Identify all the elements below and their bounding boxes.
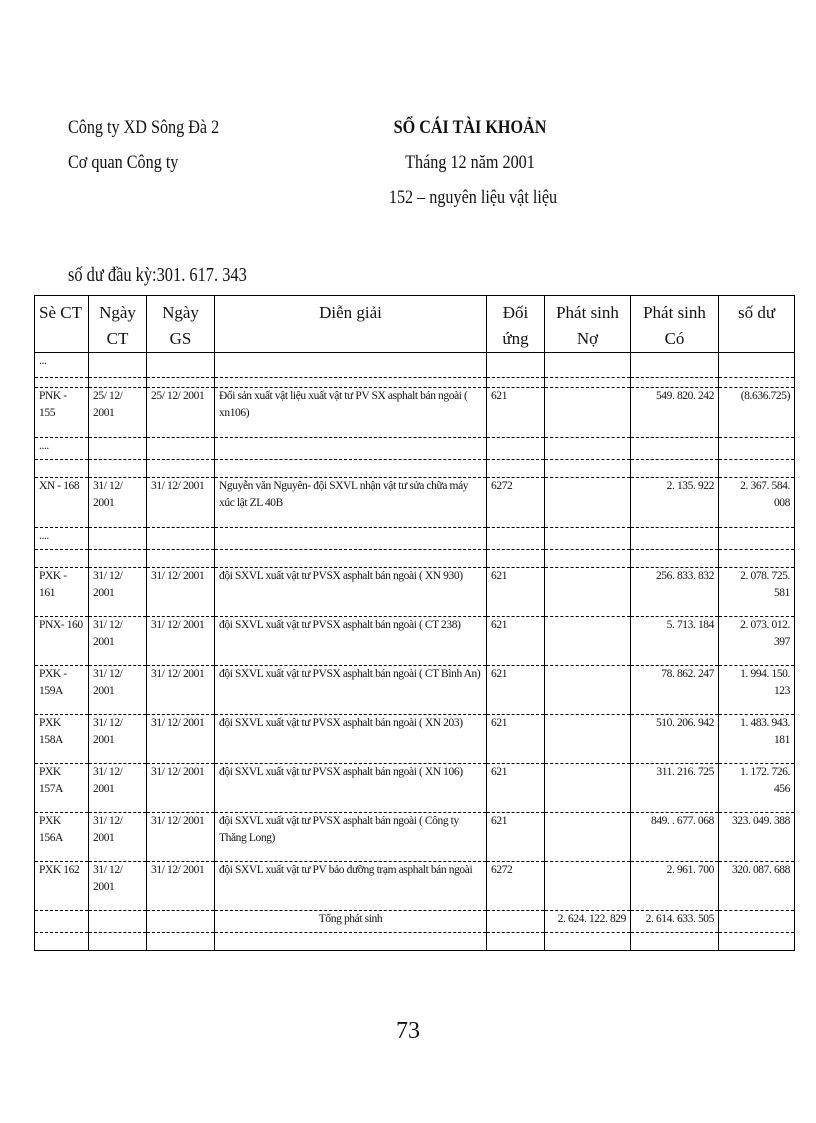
totals-credit: 2. 614. 633. 505 [631, 911, 719, 933]
cell-debit [545, 478, 631, 528]
cell-debit [545, 764, 631, 813]
cell-contra-account: 621 [487, 715, 545, 764]
cell-debit [545, 666, 631, 715]
table-row [35, 666, 795, 715]
cell-contra-account: 621 [487, 764, 545, 813]
ellipsis-text: ... [35, 353, 89, 378]
cell-doc-no: XN - 168 [35, 478, 89, 528]
table-row [35, 388, 795, 438]
cell-doc-no: PXK 156A [35, 813, 89, 862]
table-row [35, 862, 795, 911]
cell-balance: 320. 087. 688 [719, 862, 795, 911]
cell-doc-no: PXK - 161 [35, 568, 89, 617]
cell-balance: 323. 049. 388 [719, 813, 795, 862]
cell-credit: 2. 135. 922 [631, 478, 719, 528]
cell-post-date: 25/ 12/ 2001 [147, 388, 215, 438]
cell-description: đội SXVL xuất vật tư PV bảo dưỡng trạm asphalt bán ngoài [215, 862, 487, 911]
spacer-row [35, 933, 795, 951]
cell-credit: 549. 820. 242 [631, 388, 719, 438]
ellipsis-row [35, 353, 795, 378]
cell-balance: 1. 172. 726. 456 [719, 764, 795, 813]
cell-doc-date: 31/ 12/ 2001 [89, 666, 147, 715]
table-header-row [35, 296, 795, 353]
header-credit: Phát sinh Có [631, 296, 719, 353]
spacer-row [35, 550, 795, 568]
company-unit: Cơ quan Công ty [68, 152, 179, 173]
cell-doc-no: PXK - 159A [35, 666, 89, 715]
cell-doc-date: 25/ 12/ 2001 [89, 388, 147, 438]
cell-doc-date: 31/ 12/ 2001 [89, 764, 147, 813]
cell-doc-no: PXK 162 [35, 862, 89, 911]
totals-debit: 2. 624. 122. 829 [545, 911, 631, 933]
cell-contra-account: 621 [487, 813, 545, 862]
cell-balance: 1. 994. 150. 123 [719, 666, 795, 715]
cell-credit: 256. 833. 832 [631, 568, 719, 617]
cell-description: đội SXVL xuất vật tư PVSX asphalt bán ngoài ( XN 930) [215, 568, 487, 617]
header-balance: số dư [719, 296, 795, 353]
ellipsis-text: .... [35, 438, 89, 460]
cell-doc-date: 31/ 12/ 2001 [89, 813, 147, 862]
cell-doc-date: 31/ 12/ 2001 [89, 478, 147, 528]
spacer-row [35, 378, 795, 388]
cell-credit: 510. 206. 942 [631, 715, 719, 764]
cell-balance: 2. 367. 584. 008 [719, 478, 795, 528]
cell-description: Đổi sản xuất vật liệu xuất vật tư PV SX asphalt bán ngoài ( xn106) [215, 388, 487, 438]
cell-doc-no: PXK 158A [35, 715, 89, 764]
table-row [35, 568, 795, 617]
cell-description: đội SXVL xuất vật tư PVSX asphalt bán ngoài ( Công ty Thăng Long) [215, 813, 487, 862]
cell-post-date: 31/ 12/ 2001 [147, 478, 215, 528]
page-number: 73 [396, 1018, 420, 1044]
header-doc-no: Sè CT [35, 296, 89, 353]
cell-description: đội SXVL xuất vật tư PVSX asphalt bán ngoài ( CT 238) [215, 617, 487, 666]
cell-doc-date: 31/ 12/ 2001 [89, 568, 147, 617]
cell-contra-account: 621 [487, 568, 545, 617]
cell-balance: 2. 078. 725. 581 [719, 568, 795, 617]
cell-post-date: 31/ 12/ 2001 [147, 813, 215, 862]
cell-doc-no: PNK - 155 [35, 388, 89, 438]
cell-description: đội SXVL xuất vật tư PVSX asphalt bán ngoài ( XN 106) [215, 764, 487, 813]
totals-label: Tổng phát sinh [215, 911, 487, 933]
cell-debit [545, 862, 631, 911]
totals-row [35, 911, 795, 933]
cell-description: Nguyễn văn Nguyên- đội SXVL nhận vật tư sửa chữa máy xúc lật ZL 40B [215, 478, 487, 528]
header-post-date: Ngày GS [147, 296, 215, 353]
cell-contra-account: 621 [487, 666, 545, 715]
cell-debit [545, 388, 631, 438]
cell-credit: 78. 862. 247 [631, 666, 719, 715]
header-debit: Phát sinh Nợ [545, 296, 631, 353]
ledger-table [34, 295, 795, 951]
cell-balance: 2. 073. 012. 397 [719, 617, 795, 666]
ellipsis-row [35, 438, 795, 460]
company-name: Công ty XD Sông Đà 2 [68, 117, 220, 138]
cell-post-date: 31/ 12/ 2001 [147, 715, 215, 764]
cell-debit [545, 568, 631, 617]
cell-post-date: 31/ 12/ 2001 [147, 617, 215, 666]
cell-contra-account: 6272 [487, 862, 545, 911]
cell-credit: 2. 961. 700 [631, 862, 719, 911]
cell-doc-no: PNX- 160 [35, 617, 89, 666]
cell-balance: 1. 483. 943. 181 [719, 715, 795, 764]
cell-balance: (8.636.725) [719, 388, 795, 438]
cell-credit: 5. 713. 184 [631, 617, 719, 666]
table-row [35, 478, 795, 528]
header-contra-account: Đối ứng [487, 296, 545, 353]
cell-description: đội SXVL xuất vật tư PVSX asphalt bán ngoài ( CT Bình An) [215, 666, 487, 715]
cell-post-date: 31/ 12/ 2001 [147, 666, 215, 715]
cell-post-date: 31/ 12/ 2001 [147, 862, 215, 911]
ledger-period: Tháng 12 năm 2001 [405, 152, 535, 173]
cell-doc-date: 31/ 12/ 2001 [89, 862, 147, 911]
cell-debit [545, 813, 631, 862]
table-row [35, 617, 795, 666]
cell-contra-account: 6272 [487, 478, 545, 528]
table-row [35, 813, 795, 862]
spacer-row [35, 460, 795, 478]
opening-balance: số dư đầu kỳ:301. 617. 343 [68, 264, 247, 286]
header-description: Diễn giải [215, 296, 487, 353]
cell-contra-account: 621 [487, 617, 545, 666]
ledger-title: SỔ CÁI TÀI KHOẢN [393, 117, 547, 138]
cell-debit [545, 715, 631, 764]
cell-post-date: 31/ 12/ 2001 [147, 764, 215, 813]
header-doc-date: Ngày CT [89, 296, 147, 353]
cell-debit [545, 617, 631, 666]
cell-doc-date: 31/ 12/ 2001 [89, 617, 147, 666]
ledger-account: 152 – nguyên liệu vật liệu [388, 187, 558, 208]
cell-credit: 311. 216. 725 [631, 764, 719, 813]
cell-credit: 849. . 677. 068 [631, 813, 719, 862]
cell-contra-account: 621 [487, 388, 545, 438]
cell-doc-date: 31/ 12/ 2001 [89, 715, 147, 764]
ellipsis-row [35, 528, 795, 550]
table-row [35, 715, 795, 764]
table-row [35, 764, 795, 813]
ellipsis-text: .... [35, 528, 89, 550]
cell-doc-no: PXK 157A [35, 764, 89, 813]
cell-description: đội SXVL xuất vật tư PVSX asphalt bán ngoài ( XN 203) [215, 715, 487, 764]
cell-post-date: 31/ 12/ 2001 [147, 568, 215, 617]
